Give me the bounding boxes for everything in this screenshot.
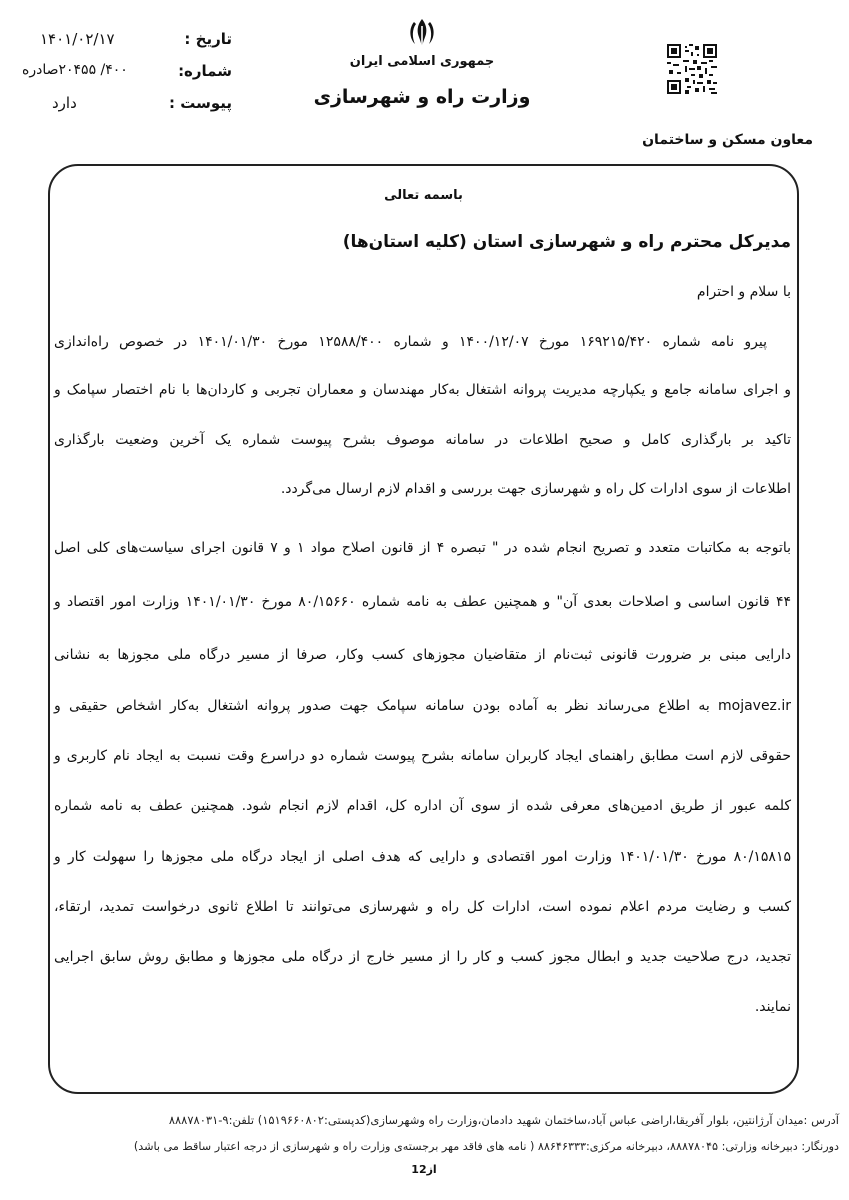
footer-address: آدرس :میدان آرژانتین، بلوار آفریقا،اراضی عباس آباد،ساختمان شهید دادمان،وزارت راه وشهرسازی(کدپستی:۱۵۱۹۶۶۰۸۰۲) تلفن:۹-۸۸۸۷۸۰۳۱ (168, 1113, 839, 1127)
body-line: دارایی مبنی بر ضرورت قانونی ثبت‌نام از متقاضیان مجوزهای کسب وکار، صرفا از مسیر درگاه ملی مجوزها به نشانی (54, 647, 791, 663)
attachment-label: پیوست : (168, 94, 232, 112)
date-row (22, 30, 232, 56)
country-name: جمهوری اسلامی ایران (349, 54, 495, 69)
qr-code-icon (667, 44, 717, 94)
body-line: حقوقی لازم است مطابق راهنمای ایجاد کاربران سامانه بشرح پیوست شماره دو دراسرع وقت نسبت به ایجاد نام کاربری و (54, 748, 791, 764)
deputy-title: معاون مسکن و ساختمان (642, 132, 813, 148)
addressee: مدیرکل محترم راه و شهرسازی استان (کلیه استان‌ها) (342, 232, 791, 252)
body-line: تجدید، درج صلاحیت جدید و ابطال مجوز کسب و کار را از مسیر خارج از درگاه ملی مجوزها و مطابق روش سابق اجرایی (54, 949, 791, 965)
attachment-value: دارد (52, 94, 77, 112)
date-value: ۱۴۰۱/۰۲/۱۷ (40, 30, 115, 48)
body-line: باتوجه به مکاتبات متعدد و تصریح انجام شده در " تبصره ۴ از قانون اصلاح مواد ۱ و ۷ قانون اجرای سیاست‌های کلی اصل (54, 540, 792, 556)
page-number: 1از2 (411, 1163, 437, 1176)
body-line: ۴۴ قانون اساسی و اصلاحات بعدی آن" و همچنین عطف به نامه شماره ۸۰/۱۵۶۶۰ مورخ ۱۴۰۱/۰۱/۳۰ وزارت امور اقتصاد و (54, 594, 791, 610)
body-line: ۸۰/۱۵۸۱۵ مورخ ۱۴۰۱/۰۱/۳۰ وزارت امور اقتصادی و دارایی که هدف اصلی از ایجاد درگاه ملی مجوزها را سهولت کار و (54, 849, 791, 865)
body-line: و اجرای سامانه جامع و یکپارچه مدیریت پروانه اشتغال به‌کار مهندسان و معماران تجربی و کاردان‌ها با نام اختصار سپامک و (54, 382, 791, 398)
attachment-row (22, 94, 232, 120)
body-line: کلمه عبور از طریق ادمین‌های معرفی شده از سوی آن اداره کل، اقدام لازم انجام شود. همچنین عطف به نامه شماره (54, 798, 791, 814)
iran-emblem-icon (404, 16, 440, 52)
invocation: باسمه تعالی (384, 188, 463, 203)
body-line: نمایند. (754, 999, 791, 1015)
body-line: mojavez.ir به اطلاع می‌رساند نظر به آماده بودن سامانه سپامک جهت صدور پروانه اشتغال به‌کار اشخاص حقیقی و (54, 698, 791, 714)
footer-fax: دورنگار: دبیرخانه وزارتی: ۸۸۸۷۸۰۴۵، دبیرخانه مرکزی:۸۸۶۴۶۳۳۳ ( نامه های فاقد مهر برجسته‌ی وزارت راه و شهرسازی از درجه اعتبار ساقط می باشد) (133, 1140, 839, 1153)
greeting: با سلام و احترام (696, 284, 791, 300)
body-line: اطلاعات از سوی ادارات کل راه و شهرسازی جهت بررسی و اقدام لازم ارسال می‌گردد. (280, 481, 791, 497)
date-label: تاریخ : (184, 30, 232, 48)
number-row (22, 62, 232, 88)
body-line: کسب و رضایت مردم اعلام نموده است، ادارات کل راه و شهرسازی می‌توانند تا اطلاع ثانوی درخواست تمدید، ارتقاء، (54, 899, 791, 915)
body-line: پیرو نامه شماره ۱۶۹۲۱۵/۴۲۰ مورخ ۱۴۰۰/۱۲/۰۷ و شماره ۱۲۵۸۸/۴۰۰ مورخ ۱۴۰۱/۰۱/۳۰ در خصوص راه‌اندازی (54, 334, 767, 350)
number-label: شماره: (178, 62, 232, 80)
ministry-name: وزارت راه و شهرسازی (313, 86, 531, 108)
number-value: ۴۰۰/ ۲۰۴۵۵صادره (22, 62, 128, 78)
body-line: تاکید بر بارگذاری کامل و صحیح اطلاعات در سامانه موصوف بشرح پیوست شماره یک آخرین وضعیت بارگذاری (54, 432, 791, 448)
